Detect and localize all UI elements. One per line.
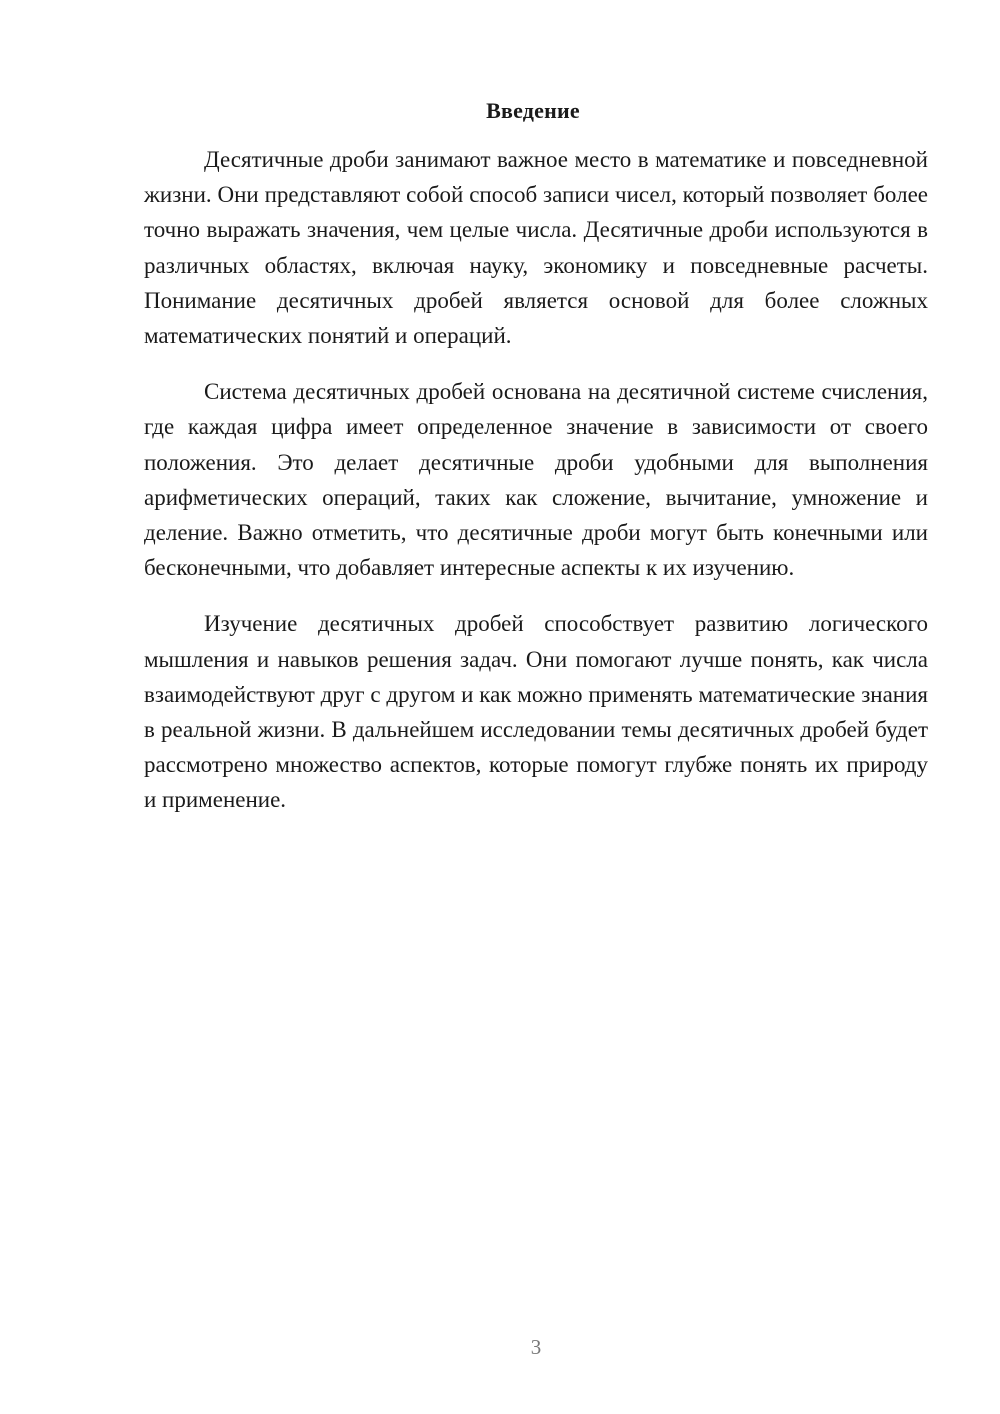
page-number: 3 [530, 1335, 542, 1359]
section-title: Введение [486, 98, 580, 123]
page-content [144, 96, 928, 818]
body-paragraph: Десятичные дроби занимают важное место в математике и повседневной жизни. Они представляют собой способ записи чисел, который позволяет более точно выражать значения, чем целые числа. Десятичные дроби используются в различных областях, включая науку, экономику и повседневные расчеты. Понимание десятичных дробей является основой для более сложных математических понятий и операций. [144, 147, 928, 349]
body-paragraph: Изучение десятичных дробей способствует развитию логического мышления и навыков решения задач. Они помогают лучше понять, как числа взаимодействуют друг с другом и как можно применять математические знания в реальной жизни. В дальнейшем исследовании темы десятичных дробей будет рассмотрено множество аспектов, которые помогут глубже понять их природу и применение. [144, 611, 928, 813]
body-paragraph: Система десятичных дробей основана на десятичной системе счисления, где каждая цифра имеет определенное значение в зависимости от своего положения. Это делает десятичные дроби удобными для выполнения арифметических операций, таких как сложение, вычитание, умножение и деление. Важно отметить, что десятичные дроби могут быть конечными или бесконечными, что добавляет интересные аспекты к их изучению. [144, 379, 928, 581]
